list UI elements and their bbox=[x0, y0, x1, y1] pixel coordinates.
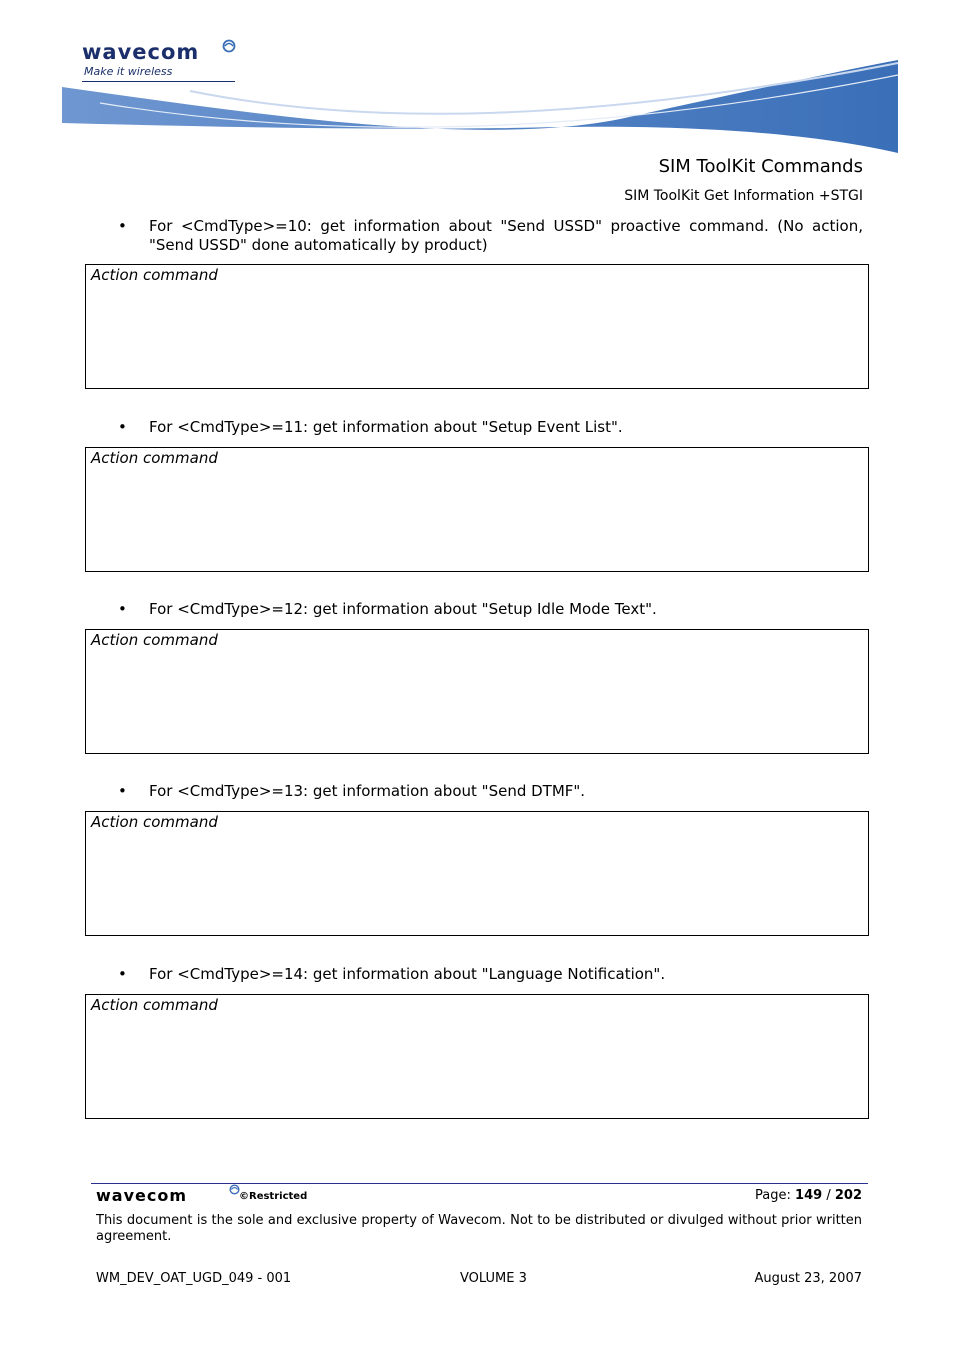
list-item-text: For <CmdType>=12: get information about "Setup Idle Mode Text". bbox=[149, 600, 657, 618]
footer-divider bbox=[91, 1183, 868, 1184]
footer-notice: This document is the sole and exclusive property of Wavecom. Not to be distributed or divulged without prior written agreement. bbox=[96, 1213, 862, 1244]
list-item bbox=[118, 782, 863, 801]
action-command-label: Action command bbox=[91, 449, 218, 467]
action-command-box bbox=[85, 264, 869, 389]
action-command-box bbox=[85, 811, 869, 936]
section-title: SIM ToolKit Get Information +STGI bbox=[624, 188, 863, 204]
page-label: Page: bbox=[755, 1188, 791, 1203]
chapter-title: SIM ToolKit Commands bbox=[658, 156, 863, 177]
page-number bbox=[755, 1188, 862, 1203]
list-item-text: For <CmdType>=11: get information about "Setup Event List". bbox=[149, 418, 623, 436]
header-logo-swirl-icon bbox=[222, 39, 236, 53]
bullet-icon: • bbox=[118, 600, 127, 618]
action-command-label: Action command bbox=[91, 266, 218, 284]
bullet-icon: • bbox=[118, 418, 127, 436]
footer-date: August 23, 2007 bbox=[754, 1271, 862, 1286]
action-command-label: Action command bbox=[91, 631, 218, 649]
footer-volume: VOLUME 3 bbox=[460, 1271, 527, 1286]
footer-logo bbox=[96, 1186, 326, 1206]
header-swoosh-graphic bbox=[60, 55, 900, 155]
bullet-icon: • bbox=[118, 782, 127, 800]
action-command-label: Action command bbox=[91, 996, 218, 1014]
list-item bbox=[118, 418, 863, 437]
action-command-box bbox=[85, 629, 869, 754]
action-command-box bbox=[85, 447, 869, 572]
list-item-text: For <CmdType>=13: get information about "Send DTMF". bbox=[149, 782, 586, 800]
footer-restricted: ©Restricted bbox=[239, 1191, 308, 1202]
page-current: 149 bbox=[795, 1188, 823, 1203]
list-item bbox=[118, 217, 863, 255]
list-item bbox=[118, 600, 863, 619]
action-command-label: Action command bbox=[91, 813, 218, 831]
list-item-text: For <CmdType>=10: get information about "Send USSD" proactive command. (No action, "Send USSD" done automatically by product) bbox=[149, 217, 863, 254]
page-total: 202 bbox=[834, 1188, 862, 1203]
list-item bbox=[118, 965, 863, 984]
bullet-icon: • bbox=[118, 965, 127, 983]
header-tagline: Make it wireless bbox=[84, 65, 173, 78]
page-separator: / bbox=[826, 1188, 831, 1203]
footer-doc-id: WM_DEV_OAT_UGD_049 - 001 bbox=[96, 1271, 292, 1286]
list-item-text: For <CmdType>=14: get information about "Language Notification". bbox=[149, 965, 666, 983]
footer-logo-wordmark: wavecom bbox=[96, 1186, 188, 1205]
header-logo-wordmark: wavecom bbox=[82, 40, 200, 64]
action-command-box bbox=[85, 994, 869, 1119]
bullet-icon: • bbox=[118, 217, 127, 235]
